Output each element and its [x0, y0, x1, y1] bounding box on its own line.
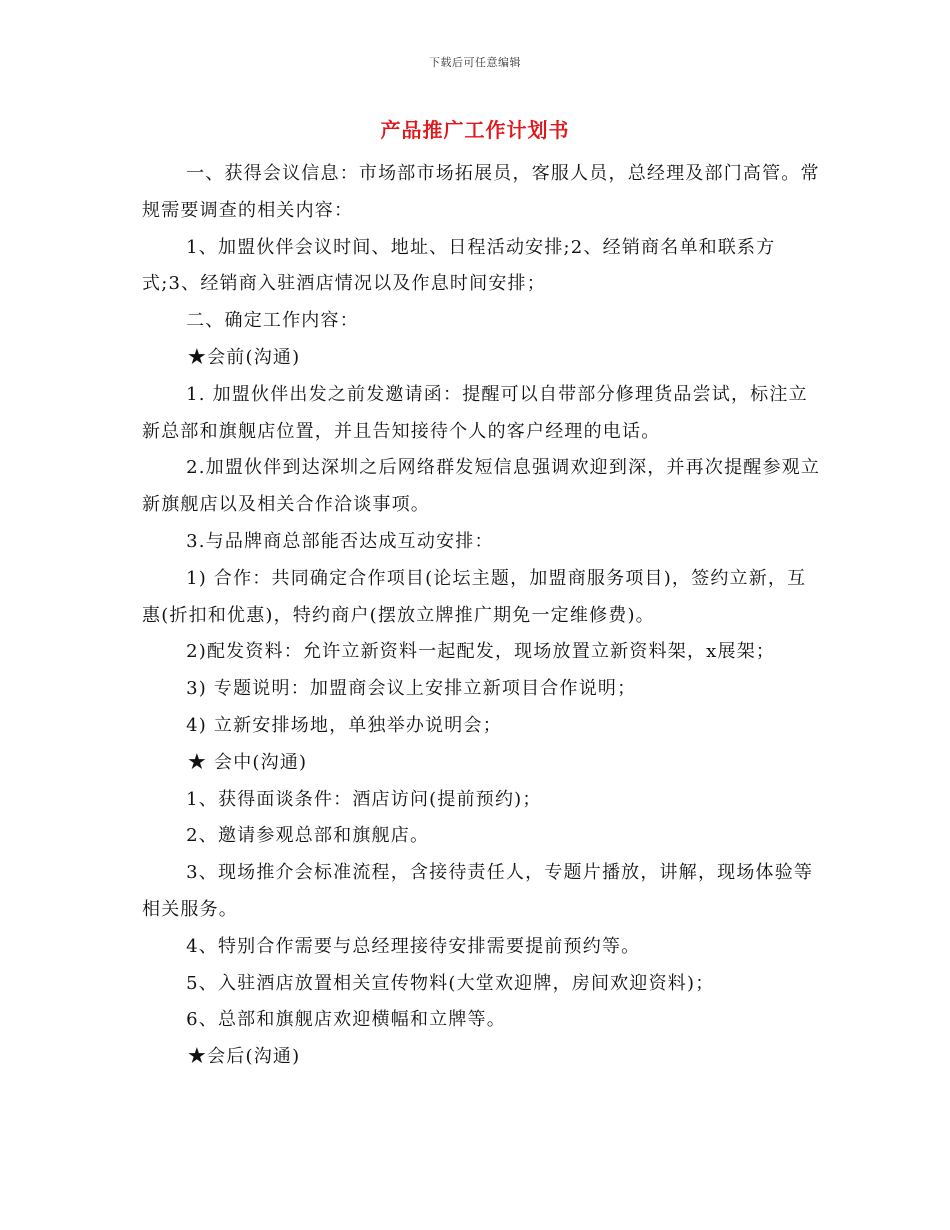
- list-item-cooperation: 1) 合作：共同确定合作项目(论坛主题，加盟商服务项目)，签约立新，互惠(折扣和优惠)，特约商户(摆放立牌推广期免一定维修费)。: [142, 567, 807, 626]
- list-item-special-topic: 3) 专题说明：加盟商会议上安排立新项目合作说明；: [186, 678, 637, 700]
- list-item-materials: 2)配发资料：允许立新资料一起配发，现场放置立新资料架，x展架；: [186, 641, 776, 663]
- paragraph-sms-broadcast: 2.加盟伙伴到达深圳之后网络群发短信息强调欢迎到深，并再次提醒参观立新旗舰店以及相关合作洽谈事项。: [142, 457, 821, 516]
- paragraph-invitation: 1. 加盟伙伴出发之前发邀请函：提醒可以自带部分修理货品尝试，标注立新总部和旗舰店位置，并且告知接待个人的客户经理的电话。: [142, 383, 808, 442]
- list-item-special-cooperation: 4、特别合作需要与总经理接待安排需要提前预约等。: [186, 935, 641, 957]
- list-item-visit: 2、邀请参观总部和旗舰店。: [186, 825, 430, 847]
- list-item-venue: 4) 立新安排场地，单独举办说明会；: [186, 714, 502, 736]
- list-item-banners: 6、总部和旗舰店欢迎横幅和立牌等。: [186, 1009, 506, 1031]
- paragraph-brand-interaction: 3.与品牌商总部能否达成互动安排：: [186, 530, 494, 552]
- section-before-meeting: ★会前(沟通): [187, 346, 301, 368]
- section-after-meeting: ★会后(沟通): [187, 1046, 301, 1068]
- paragraph-work-content-heading: 二、确定工作内容：: [186, 310, 359, 332]
- header-note: 下载后可任意编辑: [429, 56, 521, 69]
- document-body: [142, 156, 822, 1076]
- paragraph-investigation-items: 1、加盟伙伴会议时间、地址、日程活动安排;2、经销商名单和联系方式;3、经销商入驻酒店情况以及作息时间安排；: [142, 236, 776, 295]
- list-item-promotion-process: 3、现场推介会标准流程，含接待责任人，专题片播放，讲解，现场体验等相关服务。: [142, 862, 814, 920]
- section-during-meeting: ★ 会中(沟通): [187, 751, 308, 773]
- list-item-hotel-materials: 5、入驻酒店放置相关宣传物料(大堂欢迎牌，房间欢迎资料)；: [186, 972, 715, 994]
- document-title: 产品推广工作计划书: [380, 118, 570, 142]
- paragraph-meeting-info: 一、获得会议信息：市场部市场拓展员，客服人员，总经理及部门高管。常规需要调查的相关内容：: [142, 163, 820, 221]
- list-item-interview: 1、获得面谈条件：酒店访问(提前预约)；: [186, 788, 542, 810]
